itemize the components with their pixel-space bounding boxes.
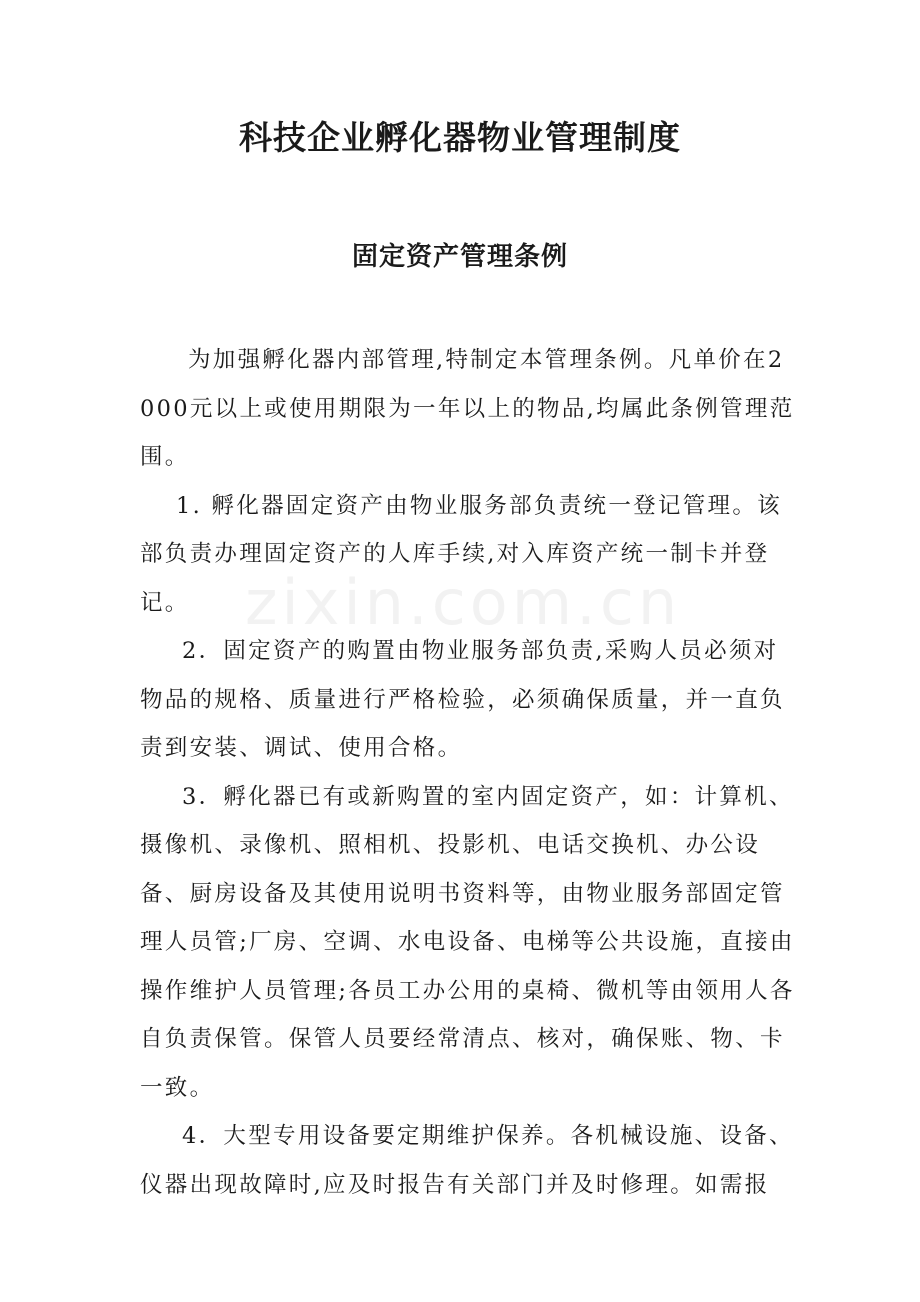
paragraph-item-2: 2．固定资产的购置由物业服务部负责,采购人员必须对物品的规格、质量进行严格检验，必须确保质量，并一直负责到安装、调试、使用合格。 [140, 638, 785, 761]
document-title: 科技企业孵化器物业管理制度 [239, 118, 681, 157]
paragraph-intro: 为加强孵化器内部管理,特制定本管理条例。凡单价在2000元以上或使用期限为一年以上的物品,均属此条例管理范围。 [140, 347, 795, 470]
paragraph-item-4: 4．大型专用设备要定期维护保养。各机械设施、设备、仪器出现故障时,应及时报告有关部门并及时修理。如需报 [140, 1123, 794, 1198]
watermark: zixin.com.cn [245, 566, 682, 639]
paragraph-item-1: 1. 孵化器固定资产由物业服务部负责统一登记管理。该部负责办理固定资产的人库手续,对入库资产统一制卡并登记。 [140, 492, 782, 616]
paragraph-item-3: 3．孵化器已有或新购置的室内固定资产，如：计算机、摄像机、录像机、照相机、投影机、电话交换机、办公设备、厨房设备及其使用说明书资料等，由物业服务部固定管理人员管;厂房、空调、水电设备、电梯等公共设施，直接由操作维护人员管理;各员工办公用的桌椅、微机等由领用人各自负责保管。保管人员要经常清点、核对，确保账、物、卡一致。 [140, 783, 795, 1101]
document-body [140, 336, 800, 1209]
section-title: 固定资产管理条例 [351, 242, 568, 272]
